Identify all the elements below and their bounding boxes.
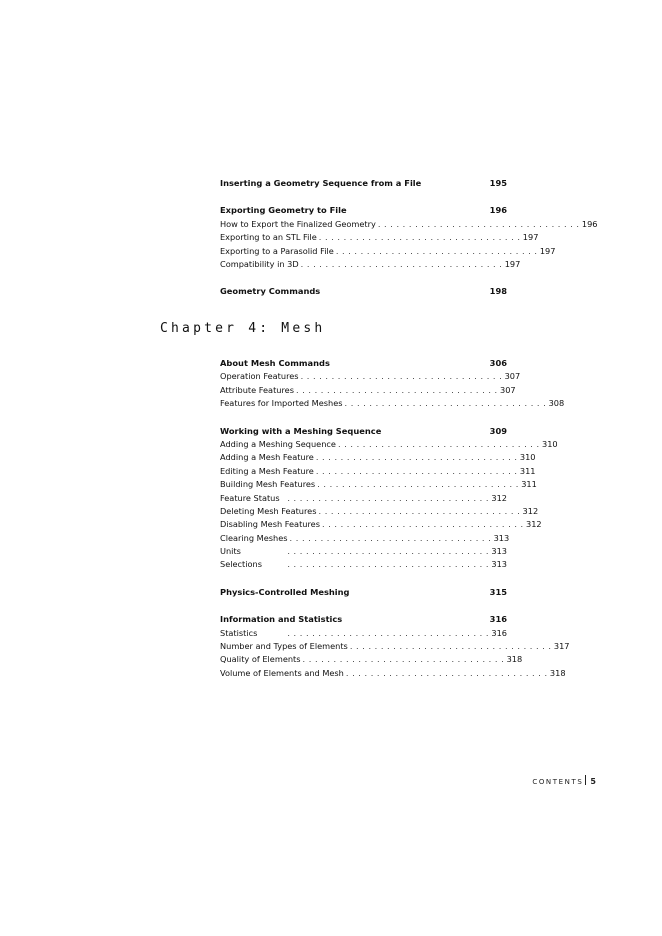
toc-entry-title: Attribute Features: [220, 384, 294, 395]
leader-dots: . . . . . . . . . . . . . . . . . . . . . . . . . . . . . . . . .: [318, 505, 521, 516]
toc-entry-title: Selections: [220, 559, 262, 570]
chapter-heading: Chapter 4: Mesh: [160, 321, 326, 336]
toc-entry-title: Volume of Elements and Mesh: [220, 667, 344, 678]
leader-dots: . . . . . . . . . . . . . . . . . . . . . . . . . . . . . . . . .: [300, 258, 503, 269]
toc-entry[interactable]: [220, 505, 539, 518]
leader-dots: . . . . . . . . . . . . . . . . . . . . . . . . . . . . . . . . .: [335, 245, 538, 256]
leader-dots: . . . . . . . . . . . . . . . . . . . . . . . . . . . . . . . . .: [349, 641, 552, 652]
leader-dots: . . . . . . . . . . . . . . . . . . . . . . . . . . . . . . . . .: [287, 627, 489, 638]
toc-entry-page: 310: [519, 452, 536, 463]
leader-dots: . . . . . . . . . . . . . . . . . . . . . . . . . . . . . . . . .: [315, 465, 518, 476]
toc-entry[interactable]: [220, 518, 542, 531]
toc-entry-page: 317: [553, 641, 570, 652]
toc-entry-page: 312: [526, 519, 542, 530]
toc-entry-page: 307: [504, 371, 521, 382]
leader-dots: . . . . . . . . . . . . . . . . . . . . . . . . . . . . . . . . .: [345, 667, 548, 678]
toc-entry-page: 312: [522, 505, 539, 516]
toc-section-page: 315: [489, 586, 507, 597]
leader-dots: . . . . . . . . . . . . . . . . . . . . . . . . . . . . . . . . .: [289, 532, 492, 543]
toc-entry[interactable]: [220, 231, 539, 244]
toc-entry[interactable]: [220, 370, 521, 383]
toc-section-page: 195: [489, 178, 507, 188]
toc-entry-page: 316: [491, 627, 507, 638]
toc-section[interactable]: [220, 357, 507, 370]
toc-entry-title: Quality of Elements: [220, 654, 301, 665]
toc-entry[interactable]: [220, 545, 507, 558]
toc-section-title: Exporting Geometry to File: [220, 205, 347, 216]
leader-dots: . . . . . . . . . . . . . . . . . . . . . . . . . . . . . . . . .: [321, 519, 524, 530]
toc-entry-title: Clearing Meshes: [220, 532, 288, 543]
toc-entry-page: 313: [493, 532, 510, 543]
toc-entry-page: 308: [548, 398, 565, 409]
leader-dots: . . . . . . . . . . . . . . . . . . . . . . . . . . . . . . . . .: [302, 654, 505, 665]
toc-entry[interactable]: [220, 558, 507, 571]
toc-section-page: 196: [489, 205, 507, 216]
toc-entry-page: 313: [491, 546, 507, 557]
toc-entry[interactable]: [220, 218, 598, 231]
toc-section[interactable]: [220, 177, 507, 190]
leader-dots: . . . . . . . . . . . . . . . . . . . . . . . . . . . . . . . . .: [318, 232, 521, 243]
toc-section[interactable]: [220, 285, 507, 298]
toc-entry[interactable]: [220, 451, 536, 464]
footer-label: CONTENTS: [532, 778, 584, 786]
leader-dots: . . . . . . . . . . . . . . . . . . . . . . . . . . . . . . . . .: [287, 546, 489, 557]
toc-entry[interactable]: [220, 384, 516, 397]
toc-entry[interactable]: [220, 258, 521, 271]
toc-section-page: 306: [489, 358, 507, 368]
toc-entry[interactable]: [220, 492, 507, 505]
toc-section-page: 309: [489, 425, 507, 436]
toc-block-geometry: [220, 177, 598, 299]
toc-entry[interactable]: [220, 532, 510, 545]
toc-entry-title: Exporting to a Parasolid File: [220, 245, 334, 256]
toc-entry-page: 311: [521, 479, 537, 490]
leader-dots: . . . . . . . . . . . . . . . . . . . . . . . . . . . . . . . . .: [295, 384, 498, 395]
toc-entry-page: 196: [581, 218, 598, 229]
toc-entry[interactable]: [220, 438, 558, 451]
toc-entry[interactable]: [220, 627, 507, 640]
toc-entry-page: 307: [500, 384, 516, 395]
toc-entry-page: 197: [522, 232, 539, 243]
toc-entry-page: 310: [541, 438, 558, 449]
toc-entry-page: 197: [539, 245, 556, 256]
toc-entry-title: How to Export the Finalized Geometry: [220, 218, 376, 229]
toc-block-mesh: [220, 357, 570, 680]
toc-entry-title: Number and Types of Elements: [220, 641, 348, 652]
footer-divider: [585, 775, 586, 785]
toc-section[interactable]: [220, 425, 507, 438]
toc-section[interactable]: [220, 586, 507, 599]
toc-entry[interactable]: [220, 397, 565, 410]
page-footer: [532, 775, 596, 786]
toc-entry-title: Exporting to an STL File: [220, 232, 317, 243]
toc-entry-page: 312: [491, 492, 507, 503]
toc-entry-page: 313: [491, 559, 507, 570]
toc-section[interactable]: [220, 613, 507, 626]
toc-entry-title: Features for Imported Meshes: [220, 398, 343, 409]
leader-dots: . . . . . . . . . . . . . . . . . . . . . . . . . . . . . . . . .: [315, 452, 518, 463]
toc-entry-title: Compatibility in 3D: [220, 258, 299, 269]
toc-entry[interactable]: [220, 478, 537, 491]
leader-dots: . . . . . . . . . . . . . . . . . . . . . . . . . . . . . . . . .: [317, 479, 519, 490]
toc-entry-title: Building Mesh Features: [220, 479, 316, 490]
toc-section-page: 316: [489, 614, 507, 625]
leader-dots: . . . . . . . . . . . . . . . . . . . . . . . . . . . . . . . . .: [344, 398, 547, 409]
toc-entry-title: Operation Features: [220, 371, 299, 382]
toc-entry[interactable]: [220, 245, 556, 258]
leader-dots: . . . . . . . . . . . . . . . . . . . . . . . . . . . . . . . . .: [377, 218, 580, 229]
toc-section[interactable]: [220, 204, 507, 217]
toc-entry-title: Statistics: [220, 627, 258, 638]
leader-dots: . . . . . . . . . . . . . . . . . . . . . . . . . . . . . . . . .: [300, 371, 503, 382]
toc-entry-title: Feature Status: [220, 492, 280, 503]
toc-section-title: About Mesh Commands: [220, 358, 330, 368]
toc-section-page: 198: [489, 286, 507, 297]
toc-entry[interactable]: [220, 465, 536, 478]
toc-section-title: Geometry Commands: [220, 286, 321, 297]
toc-entry[interactable]: [220, 653, 523, 666]
toc-entry-page: 197: [504, 258, 521, 269]
toc-entry-page: 318: [506, 654, 523, 665]
toc-entry-title: Disabling Mesh Features: [220, 519, 320, 530]
toc-section-title: Information and Statistics: [220, 614, 343, 625]
toc-section-title: Physics-Controlled Meshing: [220, 586, 350, 597]
leader-dots: . . . . . . . . . . . . . . . . . . . . . . . . . . . . . . . . .: [287, 559, 489, 570]
toc-entry-page: 311: [519, 465, 536, 476]
toc-section-title: Inserting a Geometry Sequence from a File: [220, 178, 422, 188]
page-number: 5: [590, 777, 596, 786]
toc-entry-title: Deleting Mesh Features: [220, 505, 317, 516]
leader-dots: . . . . . . . . . . . . . . . . . . . . . . . . . . . . . . . . .: [337, 438, 540, 449]
toc-entry-page: 318: [549, 667, 566, 678]
toc-section-title: Working with a Meshing Sequence: [220, 425, 382, 436]
toc-entry-title: Adding a Meshing Sequence: [220, 438, 336, 449]
toc-entry-title: Units: [220, 546, 241, 557]
leader-dots: . . . . . . . . . . . . . . . . . . . . . . . . . . . . . . . . .: [287, 492, 489, 503]
toc-entry[interactable]: [220, 667, 566, 680]
toc-entry[interactable]: [220, 640, 570, 653]
toc-entry-title: Editing a Mesh Feature: [220, 465, 314, 476]
toc-entry-title: Adding a Mesh Feature: [220, 452, 314, 463]
